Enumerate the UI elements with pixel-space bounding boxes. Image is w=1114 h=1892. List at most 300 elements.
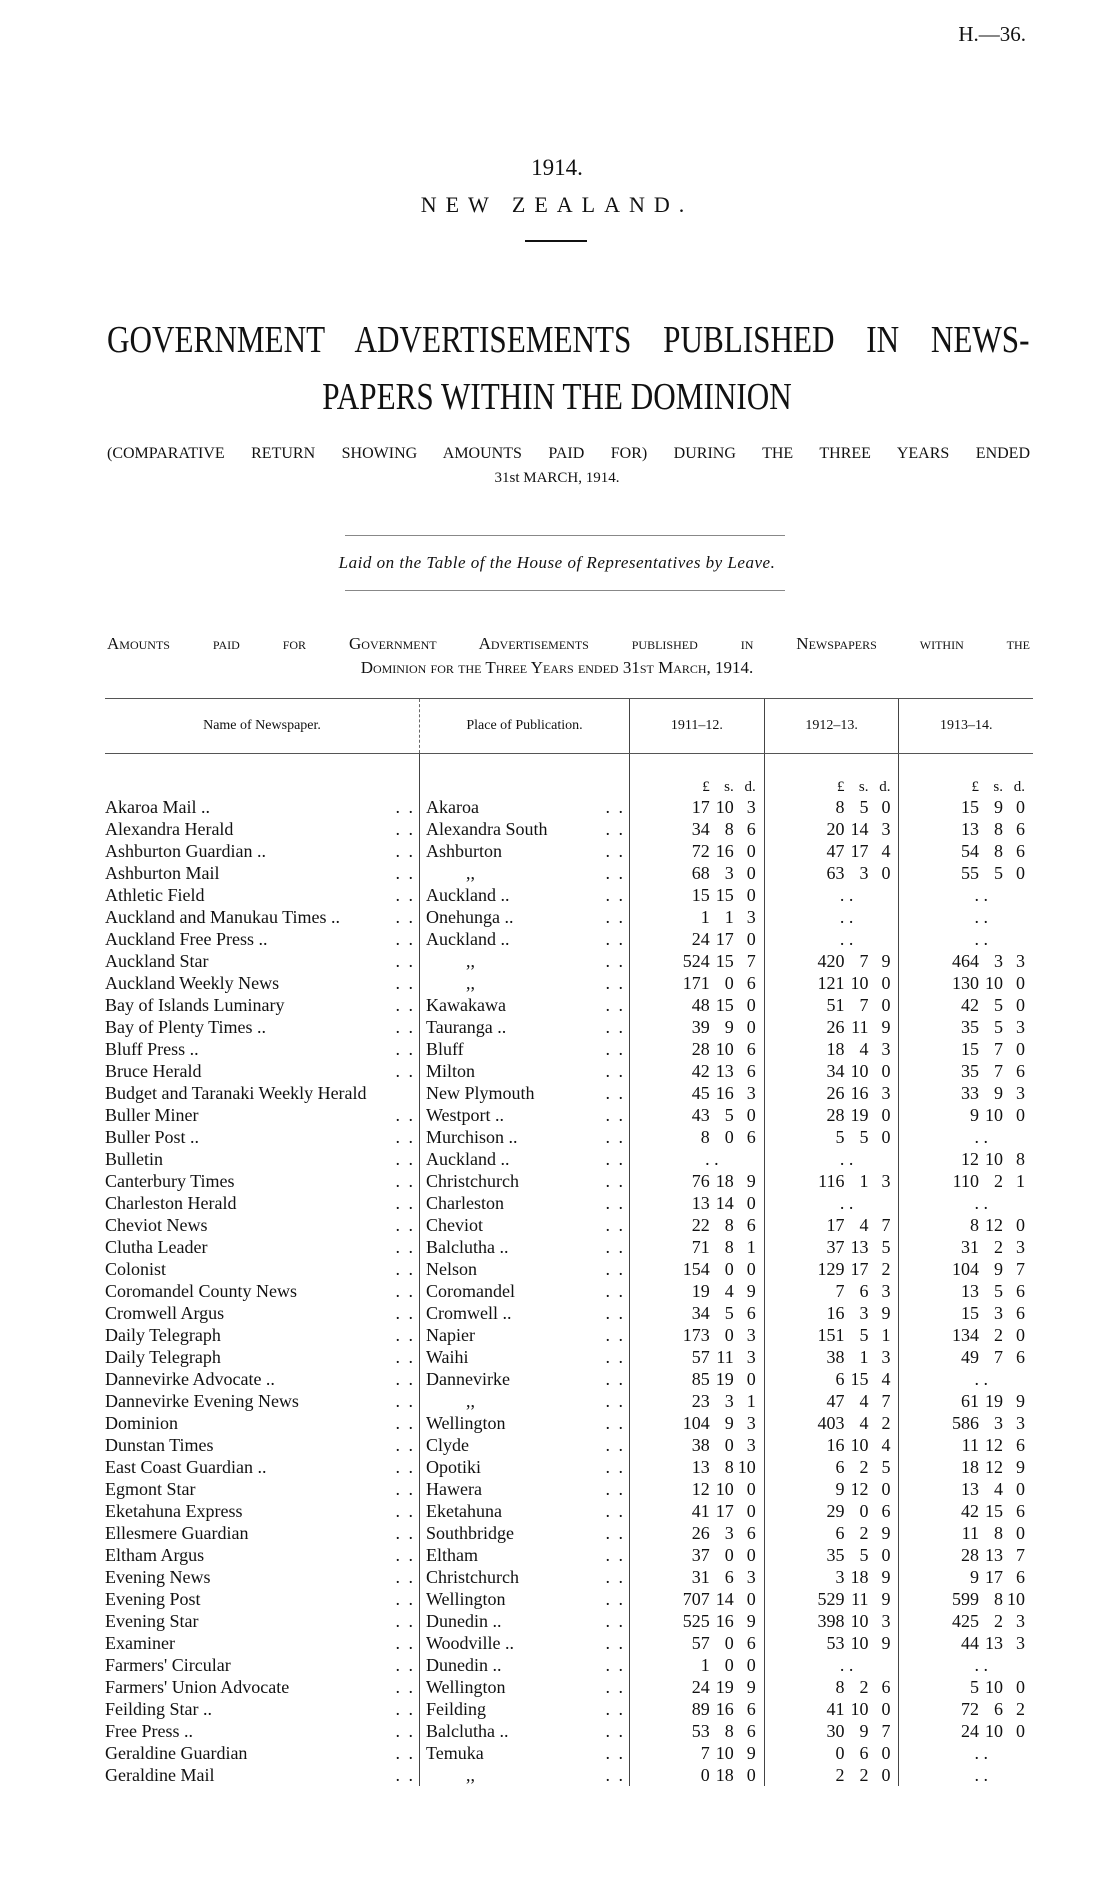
leader-dots: . . — [605, 1281, 625, 1301]
pounds: 121 — [817, 973, 845, 993]
pence: 6 — [746, 973, 756, 993]
amount-y1 — [630, 1016, 764, 1038]
amount-y2 — [765, 1346, 899, 1368]
pounds: 24 — [691, 929, 710, 949]
table-row — [105, 1368, 1033, 1390]
pence: 6 — [1016, 841, 1025, 861]
shillings: 3 — [724, 1391, 734, 1411]
leader-dots: . . — [395, 1369, 415, 1389]
shillings: 18 — [850, 1567, 869, 1587]
amount-y1 — [630, 1632, 764, 1654]
pounds: 13 — [691, 1457, 710, 1477]
subtitle-line-1: (COMPARATIVE RETURN SHOWING AMOUNTS PAID FOR) DURING THE THREE YEARS ENDED — [107, 445, 1030, 462]
pence: 4 — [881, 841, 891, 861]
shillings: 15 — [850, 1369, 869, 1389]
pence: 0 — [746, 1589, 756, 1609]
pounds: 19 — [691, 1281, 710, 1301]
shillings: 9 — [724, 1017, 734, 1037]
shillings: 10 — [985, 1721, 1003, 1741]
table-row — [105, 1434, 1033, 1456]
pounds: 524 — [682, 951, 710, 971]
pounds: 529 — [817, 1589, 845, 1609]
publication-place: Eltham — [426, 1545, 478, 1565]
pounds: 7 — [835, 1281, 845, 1301]
pounds: 171 — [682, 973, 710, 993]
shillings: 10 — [850, 1699, 869, 1719]
amount-y3 — [899, 1566, 1033, 1588]
amount-y1 — [630, 1434, 764, 1456]
amount-y2 — [765, 1368, 899, 1390]
amount-y2 — [765, 1720, 899, 1742]
leader-dots: . . — [605, 1655, 625, 1675]
amount-y1 — [630, 1500, 764, 1522]
publication-place: Auckland .. — [426, 929, 510, 949]
amount-y2 — [765, 1082, 899, 1104]
amount-y2 — [765, 1522, 899, 1544]
pounds: 41 — [826, 1699, 845, 1719]
pence: 0 — [1016, 1105, 1025, 1125]
unit-pounds: £ — [836, 779, 845, 795]
shillings: 0 — [724, 1633, 734, 1653]
pence: 0 — [881, 995, 891, 1015]
leader-dots: . . — [395, 1457, 415, 1477]
shillings: 4 — [859, 1215, 869, 1235]
newspaper-name: Farmers' Union Advocate — [105, 1677, 290, 1697]
pounds: 8 — [700, 1127, 710, 1147]
pence: 3 — [746, 1567, 756, 1587]
pence: 9 — [881, 1523, 891, 1543]
pounds: 420 — [817, 951, 845, 971]
leader-dots: . . — [605, 1633, 625, 1653]
leader-dots: . . — [605, 1303, 625, 1323]
unit-pounds: £ — [971, 779, 979, 795]
shillings: 0 — [724, 1325, 734, 1345]
table-row — [105, 1654, 1033, 1676]
table-row — [105, 1478, 1033, 1500]
shillings: 2 — [994, 1171, 1003, 1191]
pence: 3 — [1016, 1611, 1025, 1631]
publication-place: Balclutha .. — [426, 1721, 509, 1741]
amount-y1 — [630, 1258, 764, 1280]
shillings: 5 — [859, 1545, 869, 1565]
pounds: 35 — [961, 1017, 979, 1037]
newspaper-name: Auckland Free Press .. — [105, 929, 268, 949]
amount-y2 — [765, 840, 899, 862]
newspaper-name: Dannevirke Advocate .. — [105, 1369, 275, 1389]
table-row — [105, 1346, 1033, 1368]
leader-dots: . . — [395, 1435, 415, 1455]
pounds: 30 — [826, 1721, 845, 1741]
leader-dots: . . — [395, 1545, 415, 1565]
amount-y1 — [630, 1654, 764, 1676]
leader-dots: . . — [605, 1501, 625, 1521]
amount-y3 — [899, 1676, 1033, 1698]
table-row — [105, 1720, 1033, 1742]
pence: 7 — [746, 951, 756, 971]
amount-y1 — [630, 884, 764, 906]
pounds: 16 — [826, 1435, 845, 1455]
pence: 3 — [1016, 1083, 1025, 1103]
shillings: 7 — [859, 995, 869, 1015]
amount-y2 — [765, 796, 899, 818]
pence: 6 — [746, 1215, 756, 1235]
shillings: 13 — [985, 1545, 1003, 1565]
table-row — [105, 950, 1033, 972]
divider — [345, 590, 785, 591]
publication-place: New Plymouth — [426, 1083, 535, 1103]
amount-y1 — [630, 796, 764, 818]
pounds: 34 — [826, 1061, 845, 1081]
pounds: 63 — [826, 863, 845, 883]
amount-y3 — [899, 994, 1033, 1016]
newspaper-name: East Coast Guardian .. — [105, 1457, 267, 1477]
amount-y2 — [765, 1500, 899, 1522]
newspaper-name: Bluff Press .. — [105, 1039, 199, 1059]
newspaper-name: Dominion — [105, 1413, 179, 1433]
shillings: 2 — [859, 1765, 869, 1785]
no-amount-mark: . . — [839, 929, 854, 949]
newspaper-name: Cromwell Argus — [105, 1303, 225, 1323]
pence: 6 — [1016, 1501, 1025, 1521]
newspaper-name: Auckland Star — [105, 951, 209, 971]
pence: 3 — [1016, 1017, 1025, 1037]
newspaper-name: Egmont Star — [105, 1479, 196, 1499]
amount-y3 — [899, 840, 1033, 862]
amount-y3 — [899, 1214, 1033, 1236]
pence: 3 — [881, 1171, 891, 1191]
pounds: 29 — [826, 1501, 845, 1521]
publication-place: ,, — [466, 951, 475, 971]
publication-place: ,, — [466, 973, 475, 993]
pounds: 48 — [691, 995, 710, 1015]
pence: 9 — [881, 1589, 891, 1609]
shillings: 12 — [985, 1215, 1003, 1235]
col-header-1913: 1913–14. — [899, 699, 1033, 754]
pounds: 42 — [961, 995, 979, 1015]
shillings: 3 — [724, 1523, 734, 1543]
shillings: 5 — [994, 1017, 1003, 1037]
leader-dots: . . — [605, 929, 625, 949]
leader-dots: . . — [395, 1633, 415, 1653]
newspaper-name: Bay of Plenty Times .. — [105, 1017, 267, 1037]
pounds: 45 — [691, 1083, 710, 1103]
shillings: 3 — [994, 1413, 1003, 1433]
publication-place: Murchison .. — [426, 1127, 518, 1147]
amount-y2 — [765, 1456, 899, 1478]
leader-dots: . . — [605, 1149, 625, 1169]
amount-y2 — [765, 1170, 899, 1192]
pounds: 9 — [970, 1105, 979, 1125]
amount-y1 — [630, 1060, 764, 1082]
shillings: 9 — [994, 1083, 1003, 1103]
leader-dots: . . — [395, 819, 415, 839]
publication-place: ,, — [466, 1391, 475, 1411]
unit-pence: d. — [879, 779, 891, 795]
pounds: 85 — [691, 1369, 710, 1389]
leader-dots: . . — [395, 1611, 415, 1631]
shillings: 16 — [715, 1699, 734, 1719]
shillings: 10 — [850, 1611, 869, 1631]
pence: 0 — [1016, 1325, 1025, 1345]
leader-dots: . . — [395, 1479, 415, 1499]
pounds: 68 — [691, 863, 710, 883]
table-row — [105, 1302, 1033, 1324]
amount-y3 — [899, 1588, 1033, 1610]
pence: 4 — [881, 1369, 891, 1389]
pence: 4 — [881, 1435, 891, 1455]
pounds: 42 — [961, 1501, 979, 1521]
pence: 1 — [881, 1325, 891, 1345]
shillings: 8 — [724, 1457, 734, 1477]
leader-dots: . . — [605, 1391, 625, 1411]
shillings: 3 — [859, 863, 869, 883]
pounds: 35 — [826, 1545, 845, 1565]
amount-y3 — [899, 1610, 1033, 1632]
divider — [345, 535, 785, 536]
pence: 5 — [881, 1457, 891, 1477]
pounds: 61 — [961, 1391, 979, 1411]
table-row — [105, 994, 1033, 1016]
unit-shillings: s. — [993, 779, 1003, 795]
pounds: 37 — [691, 1545, 710, 1565]
newspaper-name: Ellesmere Guardian — [105, 1523, 249, 1543]
table-heading-line-2: Dominion for the Three Years ended 31st March, 1914. — [360, 658, 754, 677]
pounds: 464 — [952, 951, 979, 971]
pounds: 13 — [961, 819, 979, 839]
publication-place: Dunedin .. — [426, 1655, 502, 1675]
newspaper-name: Daily Telegraph — [105, 1347, 221, 1367]
amount-y1 — [630, 1280, 764, 1302]
pounds: 13 — [691, 1193, 710, 1213]
leader-dots: . . — [395, 1743, 415, 1763]
shillings: 2 — [994, 1237, 1003, 1257]
pounds: 49 — [961, 1347, 979, 1367]
shillings: 16 — [850, 1083, 869, 1103]
pence: 0 — [746, 863, 756, 883]
pence: 6 — [1016, 1347, 1025, 1367]
pence: 0 — [1016, 1523, 1025, 1543]
shillings: 9 — [994, 1259, 1003, 1279]
leader-dots: . . — [605, 1413, 625, 1433]
amount-y1 — [630, 1522, 764, 1544]
pence: 3 — [881, 1039, 891, 1059]
leader-dots: . . — [395, 973, 415, 993]
table-row — [105, 928, 1033, 950]
pence: 0 — [746, 1105, 756, 1125]
publication-place: Auckland .. — [426, 1149, 510, 1169]
pence: 0 — [1016, 1039, 1025, 1059]
pence: 9 — [881, 1303, 891, 1323]
page-reference: H.—36. — [958, 22, 1026, 46]
amount-y1 — [630, 1346, 764, 1368]
shillings: 2 — [994, 1611, 1003, 1631]
amount-y3 — [899, 1082, 1033, 1104]
shillings: 10 — [715, 797, 734, 817]
pence: 0 — [746, 1545, 756, 1565]
table-header-row — [105, 699, 1033, 754]
amounts-table — [105, 698, 1033, 1786]
leader-dots: . . — [605, 1721, 625, 1741]
no-amount-mark: . . — [974, 885, 988, 905]
shillings: 14 — [850, 819, 869, 839]
pounds: 3 — [835, 1567, 845, 1587]
shillings: 6 — [994, 1699, 1003, 1719]
pence: 9 — [1016, 1391, 1025, 1411]
shillings: 11 — [851, 1017, 869, 1037]
pounds: 28 — [961, 1545, 979, 1565]
shillings: 2 — [859, 1677, 869, 1697]
shillings: 17 — [985, 1567, 1003, 1587]
pence: 0 — [1016, 1677, 1025, 1697]
shillings: 8 — [994, 819, 1003, 839]
table-row — [105, 972, 1033, 994]
shillings: 2 — [859, 1523, 869, 1543]
shillings: 10 — [715, 1743, 734, 1763]
pence: 0 — [1016, 863, 1025, 883]
pence: 0 — [881, 1061, 891, 1081]
amount-y3 — [899, 1302, 1033, 1324]
pence: 0 — [881, 1699, 891, 1719]
amount-y3 — [899, 818, 1033, 840]
leader-dots: . . — [605, 1105, 625, 1125]
newspaper-name: Athletic Field — [105, 885, 205, 905]
units-row — [105, 754, 1033, 797]
amount-y1 — [630, 818, 764, 840]
pounds: 15 — [961, 797, 979, 817]
pence: 3 — [881, 1083, 891, 1103]
shillings: 19 — [715, 1677, 734, 1697]
leader-dots: . . — [395, 1303, 415, 1323]
pence: 0 — [746, 1369, 756, 1389]
leader-dots: . . — [605, 1347, 625, 1367]
leader-dots: . . — [605, 1237, 625, 1257]
pounds: 31 — [961, 1237, 979, 1257]
no-amount-mark: . . — [974, 1765, 988, 1785]
pence: 0 — [1016, 973, 1025, 993]
pence: 10 — [1007, 1589, 1025, 1609]
pounds: 57 — [691, 1347, 710, 1367]
amount-y1 — [630, 1698, 764, 1720]
shillings: 13 — [850, 1237, 869, 1257]
shillings: 19 — [850, 1105, 869, 1125]
amount-y1 — [630, 1742, 764, 1764]
amount-y3 — [899, 1456, 1033, 1478]
pence: 9 — [881, 1567, 891, 1587]
pence: 2 — [1016, 1699, 1025, 1719]
pence: 9 — [746, 1677, 756, 1697]
amount-y1 — [630, 1214, 764, 1236]
publication-place: Napier — [426, 1325, 475, 1345]
newspaper-name: Geraldine Guardian — [105, 1743, 248, 1763]
shillings: 15 — [715, 995, 734, 1015]
amount-y1 — [630, 1544, 764, 1566]
table-row — [105, 1632, 1033, 1654]
shillings: 0 — [724, 1259, 734, 1279]
table-row — [105, 1742, 1033, 1764]
leader-dots: . . — [395, 1193, 415, 1213]
pounds: 134 — [952, 1325, 979, 1345]
shillings: 7 — [994, 1061, 1003, 1081]
shillings: 12 — [985, 1435, 1003, 1455]
shillings: 15 — [715, 951, 734, 971]
pence: 6 — [746, 1523, 756, 1543]
pounds: 54 — [961, 841, 979, 861]
pence: 0 — [881, 1545, 891, 1565]
publication-place: Temuka — [426, 1743, 484, 1763]
pence: 3 — [746, 1325, 756, 1345]
unit-pence: d. — [744, 779, 756, 795]
amount-y2 — [765, 862, 899, 884]
pounds: 26 — [826, 1017, 845, 1037]
pounds: 13 — [961, 1281, 979, 1301]
pounds: 72 — [691, 841, 710, 861]
pounds: 403 — [817, 1413, 845, 1433]
shillings: 6 — [724, 1567, 734, 1587]
pence: 0 — [746, 1501, 756, 1521]
newspaper-name: Ashburton Mail — [105, 863, 220, 883]
amount-y1 — [630, 928, 764, 950]
publication-place: Nelson — [426, 1259, 477, 1279]
pounds: 24 — [961, 1721, 979, 1741]
amount-y1 — [630, 1104, 764, 1126]
amount-y3 — [899, 1258, 1033, 1280]
unit-shillings: s. — [858, 779, 869, 795]
table-row — [105, 1390, 1033, 1412]
amount-y1 — [630, 1368, 764, 1390]
no-amount-mark: . . — [974, 1193, 988, 1213]
leader-dots: . . — [395, 1655, 415, 1675]
leader-dots: . . — [395, 1149, 415, 1169]
pounds: 6 — [835, 1369, 845, 1389]
col-header-place: Place of Publication. — [420, 699, 630, 754]
amount-y2 — [765, 1412, 899, 1434]
shillings: 1 — [724, 907, 734, 927]
shillings: 10 — [850, 1633, 869, 1653]
leader-dots: . . — [605, 1611, 625, 1631]
table-row — [105, 1082, 1033, 1104]
newspaper-name: Evening Post — [105, 1589, 201, 1609]
leader-dots: . . — [395, 1171, 415, 1191]
pounds: 17 — [826, 1215, 845, 1235]
newspaper-name: Cheviot News — [105, 1215, 208, 1235]
pounds: 44 — [961, 1633, 979, 1653]
pence: 7 — [881, 1391, 891, 1411]
pounds: 53 — [691, 1721, 710, 1741]
table-row — [105, 840, 1033, 862]
amount-y3 — [899, 1632, 1033, 1654]
amount-y2 — [765, 1478, 899, 1500]
no-amount-mark: . . — [974, 907, 988, 927]
newspaper-name: Examiner — [105, 1633, 175, 1653]
shillings: 7 — [994, 1039, 1003, 1059]
amount-y3 — [899, 1412, 1033, 1434]
pence: 0 — [746, 929, 756, 949]
amount-y2 — [765, 1544, 899, 1566]
pounds: 154 — [682, 1259, 710, 1279]
pounds: 129 — [817, 1259, 845, 1279]
pence: 0 — [1016, 995, 1025, 1015]
pounds: 12 — [691, 1479, 710, 1499]
publication-place: Charleston — [426, 1193, 504, 1213]
amount-y2 — [765, 994, 899, 1016]
publication-place: ,, — [466, 863, 475, 883]
pounds: 8 — [835, 1677, 845, 1697]
pounds: 18 — [826, 1039, 845, 1059]
shillings: 4 — [859, 1413, 869, 1433]
table-row — [105, 1126, 1033, 1148]
amount-y2 — [765, 1258, 899, 1280]
pounds: 22 — [691, 1215, 710, 1235]
